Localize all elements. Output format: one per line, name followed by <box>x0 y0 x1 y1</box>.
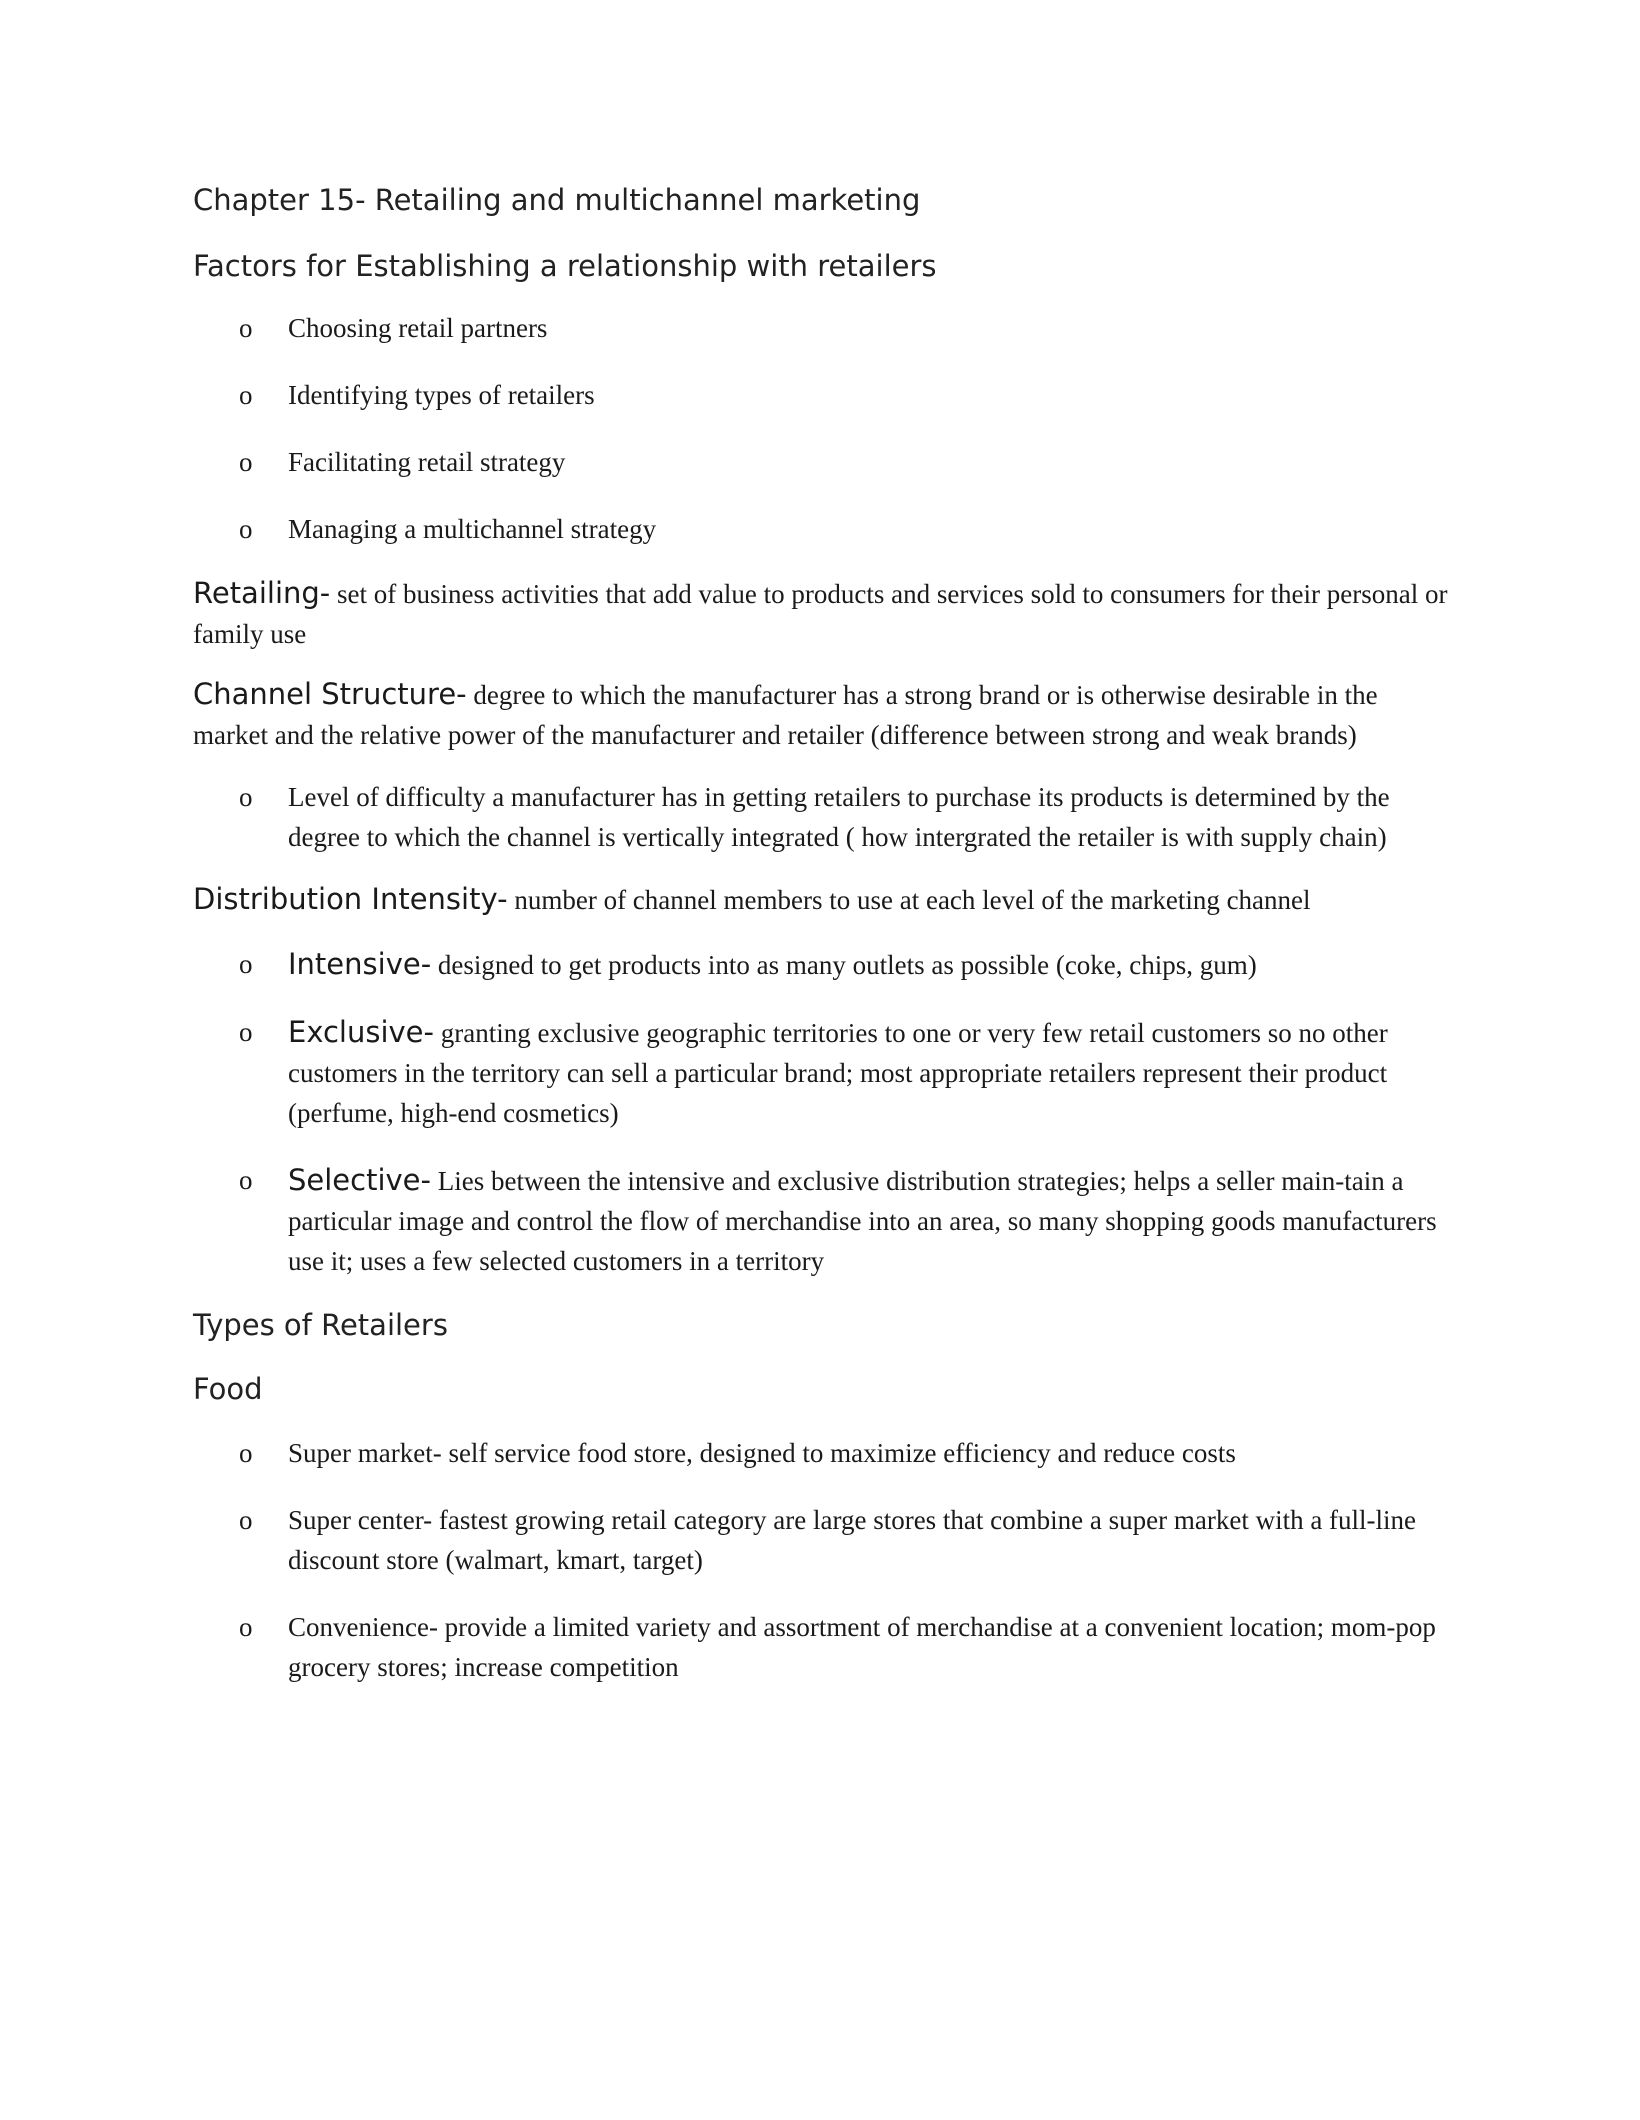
bullet-marker: o <box>239 313 253 343</box>
intensive-term: Intensive- <box>288 947 432 981</box>
bullet-marker: o <box>239 1612 253 1642</box>
list-item <box>193 1500 1453 1580</box>
bullet-marker: o <box>239 514 253 544</box>
list-item <box>193 1607 1453 1687</box>
chapter-title: Chapter 15- Retailing and multichannel marketing <box>193 183 921 217</box>
retailing-definition <box>193 573 1453 654</box>
food-list <box>193 1433 1453 1687</box>
distribution-intensity-text: number of channel members to use at each level of the marketing channel <box>507 885 1311 915</box>
list-item-text: Super center- fastest growing retail category are large stores that combine a super market with a full-line discount store (walmart, kmart, target) <box>288 1505 1417 1575</box>
bullet-marker: o <box>239 949 253 979</box>
list-item-text: Convenience- provide a limited variety and assortment of merchandise at a convenient location; mom-pop grocery stores; increase competition <box>288 1612 1436 1682</box>
bullet-marker: o <box>239 1017 253 1047</box>
list-item <box>193 442 1453 482</box>
intensive-text: designed to get products into as many outlets as possible (coke, chips, gum) <box>431 950 1257 980</box>
document-page <box>193 180 1453 1714</box>
bullet-marker: o <box>239 380 253 410</box>
list-item <box>193 1433 1453 1473</box>
retailing-text: set of business activities that add value to products and services sold to consumers for their personal or family use <box>193 579 1448 649</box>
distribution-intensity-definition <box>193 879 1453 920</box>
factors-heading: Factors for Establishing a relationship with retailers <box>193 249 937 283</box>
channel-structure-term: Channel Structure- <box>193 677 467 711</box>
list-item <box>193 375 1453 415</box>
selective-text: Lies between the intensive and exclusive distribution strategies; helps a seller main-tain a particular image and control the flow of merchandise into an area, so many shopping goods manufacturers use it; uses a few selected customers in a territory <box>288 1166 1437 1276</box>
factors-list <box>193 308 1453 549</box>
channel-structure-list <box>193 777 1453 857</box>
list-item-text: Choosing retail partners <box>288 313 548 343</box>
exclusive-term: Exclusive- <box>288 1015 434 1049</box>
bullet-marker: o <box>239 782 253 812</box>
list-item-text: Facilitating retail strategy <box>288 447 566 477</box>
list-item <box>193 509 1453 549</box>
bullet-marker: o <box>239 447 253 477</box>
list-item <box>193 1012 1453 1133</box>
bullet-marker: o <box>239 1165 253 1195</box>
list-item <box>193 1160 1453 1281</box>
exclusive-text: granting exclusive geographic territories to one or very few retail customers so no other customers in the territory can sell a particular brand; most appropriate retailers represent their product (perfume, high-end cosmetics) <box>288 1018 1388 1128</box>
bullet-marker: o <box>239 1505 253 1535</box>
list-item-text: Managing a multichannel strategy <box>288 514 657 544</box>
distribution-intensity-list <box>193 944 1453 1281</box>
bullet-marker: o <box>239 1438 253 1468</box>
list-item-text: Identifying types of retailers <box>288 380 595 410</box>
channel-structure-text: degree to which the manufacturer has a strong brand or is otherwise desirable in the market and the relative power of the manufacturer and retailer (difference between strong and weak brands) <box>193 680 1378 750</box>
channel-structure-definition <box>193 674 1453 755</box>
types-of-retailers-heading: Types of Retailers <box>193 1308 448 1342</box>
distribution-intensity-term: Distribution Intensity- <box>193 882 508 916</box>
retailing-term: Retailing- <box>193 576 331 610</box>
list-item <box>193 944 1453 985</box>
list-item-text: Super market- self service food store, designed to maximize efficiency and reduce costs <box>288 1438 1236 1468</box>
list-item <box>193 777 1453 857</box>
food-heading: Food <box>193 1372 263 1406</box>
selective-term: Selective- <box>288 1163 431 1197</box>
list-item <box>193 308 1453 348</box>
list-item-text: Level of difficulty a manufacturer has in getting retailers to purchase its products is determined by the degree to which the channel is vertically integrated ( how intergrated the retailer is with supply chain) <box>288 782 1390 852</box>
